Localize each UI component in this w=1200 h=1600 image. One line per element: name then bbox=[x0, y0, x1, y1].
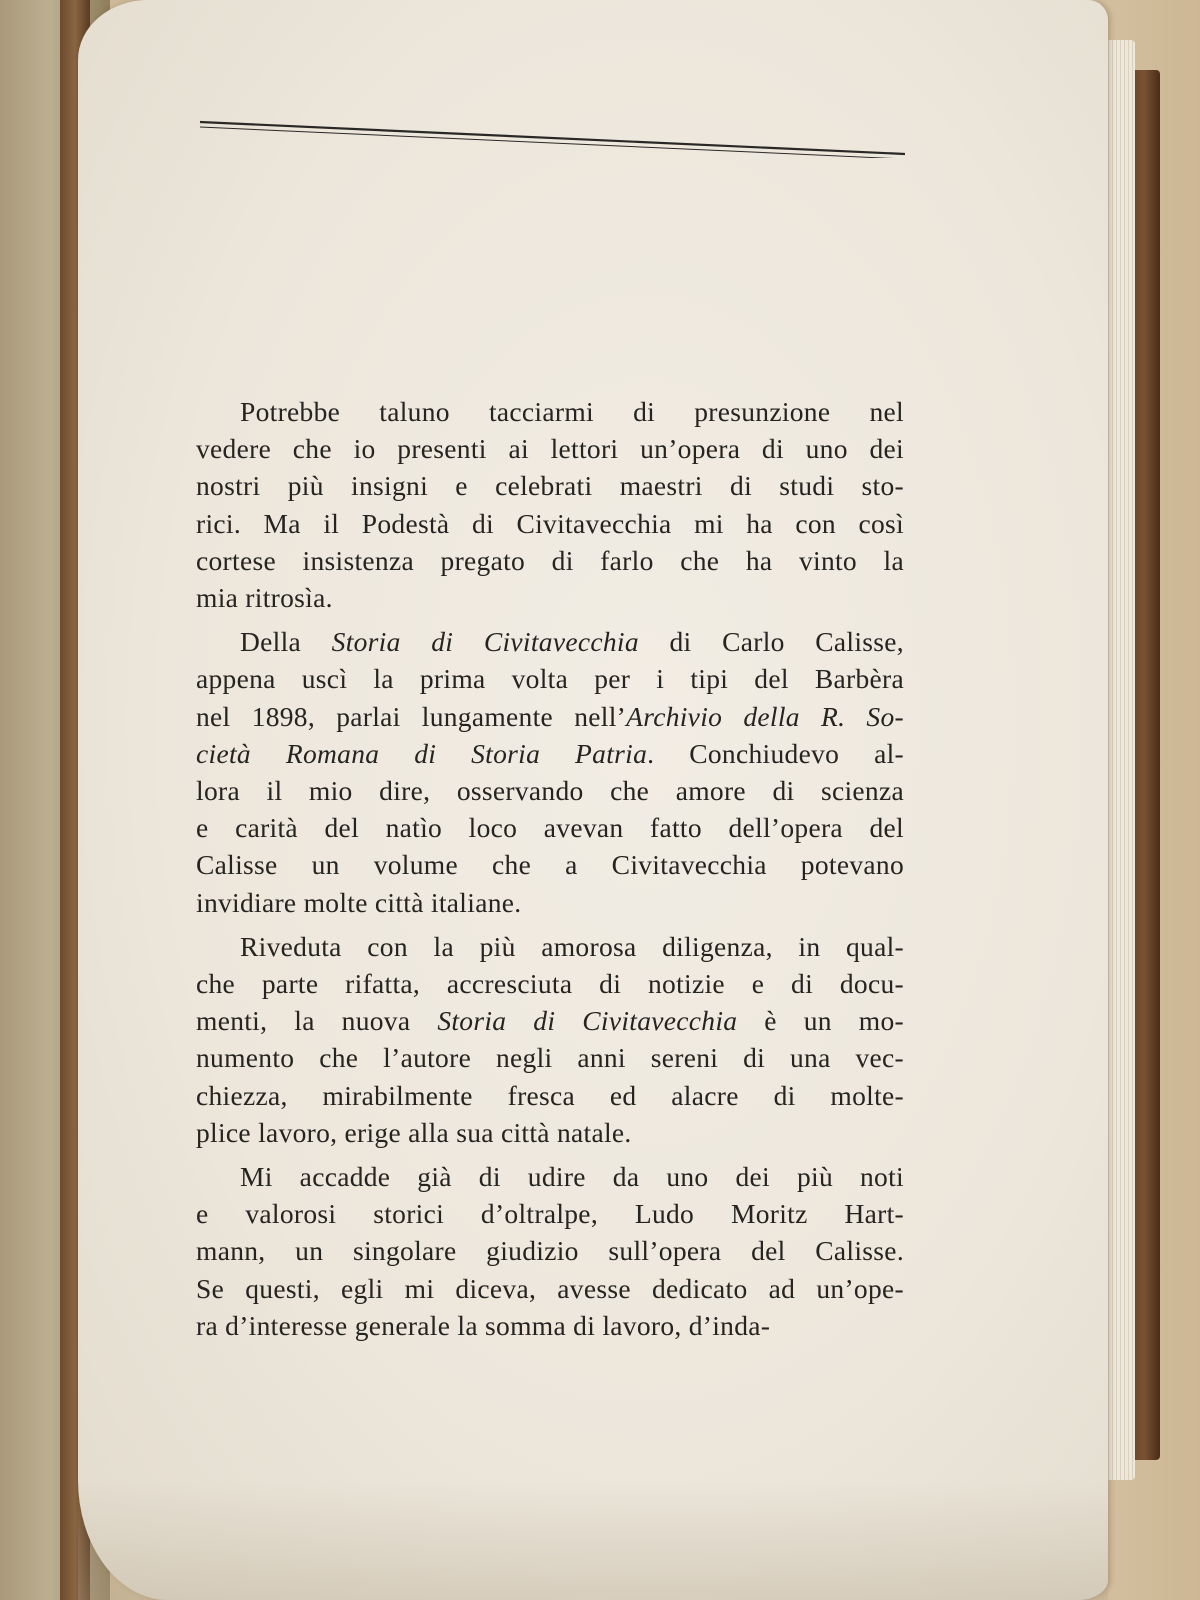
text-line bbox=[196, 1039, 904, 1076]
italic-title-run: cietà Romana di Storia Patria bbox=[196, 737, 648, 769]
text-run: Potrebbe taluno tacciarmi di presunzione nel bbox=[240, 396, 904, 427]
text-run: Calisse un volume che a Civitavecchia potevano bbox=[196, 849, 904, 881]
text-run: ra d’interesse generale la somma di lavoro, d’inda- bbox=[196, 1309, 771, 1341]
text-line bbox=[196, 1158, 904, 1195]
text-line bbox=[196, 772, 904, 809]
text-line bbox=[196, 884, 904, 921]
text-line bbox=[196, 928, 904, 965]
italic-title-run: Archivio della R. So- bbox=[626, 700, 904, 732]
text-run: nel 1898, parlai lungamente nell’ bbox=[196, 700, 627, 732]
text-line bbox=[196, 542, 904, 579]
text-line bbox=[196, 623, 904, 660]
text-line bbox=[196, 1307, 904, 1344]
paragraph bbox=[196, 623, 904, 921]
text-run: mia ritrosìa. bbox=[196, 582, 333, 614]
text-run: nostri più insigni e celebrati maestri di studi sto- bbox=[196, 470, 904, 502]
text-run: rici. Ma il Podestà di Civitavecchia mi ha con così bbox=[196, 507, 904, 539]
text-run: Mi accadde già di udire da uno dei più noti bbox=[240, 1161, 904, 1193]
text-line bbox=[196, 698, 904, 735]
text-run: e valorosi storici d’oltralpe, Ludo Moritz Hart- bbox=[196, 1198, 904, 1230]
text-run: mann, un singolare giudizio sull’opera del Calisse. bbox=[196, 1235, 904, 1267]
text-line bbox=[196, 467, 904, 504]
text-run: menti, la nuova bbox=[196, 1005, 438, 1037]
text-run: è un mo- bbox=[737, 1005, 904, 1037]
text-line bbox=[196, 1232, 904, 1269]
text-line bbox=[196, 965, 904, 1002]
text-run: invidiare molte città italiane. bbox=[196, 886, 522, 918]
text-run: lora il mio dire, osservando che amore di scienza bbox=[196, 775, 904, 807]
page-shadow bbox=[78, 1480, 1108, 1600]
italic-title-run: Storia di Civitavecchia bbox=[437, 1005, 738, 1037]
text-line bbox=[196, 1195, 904, 1232]
text-line bbox=[196, 809, 904, 846]
text-run: numento che l’autore negli anni sereni di una vec- bbox=[196, 1042, 904, 1074]
text-run: plice lavoro, erige alla sua città natale. bbox=[196, 1116, 632, 1148]
text-run: appena uscì la prima volta per i tipi del Barbèra bbox=[196, 663, 904, 695]
text-run: Riveduta con la più amorosa diligenza, in qual- bbox=[240, 930, 904, 962]
text-run: che parte rifatta, accresciuta di notizie e di docu- bbox=[196, 968, 904, 1000]
text-line bbox=[196, 1114, 904, 1151]
decorative-double-rule bbox=[200, 118, 905, 158]
paragraph bbox=[196, 928, 904, 1151]
text-line bbox=[196, 393, 904, 430]
text-line bbox=[196, 1077, 904, 1114]
text-run: Della bbox=[240, 626, 332, 658]
text-run: chiezza, mirabilmente fresca ed alacre di molte- bbox=[196, 1079, 904, 1111]
text-line bbox=[196, 660, 904, 697]
text-line bbox=[196, 1270, 904, 1307]
text-run: cortese insistenza pregato di farlo che ha vinto la bbox=[196, 544, 904, 576]
text-run: Se questi, egli mi diceva, avesse dedicato ad un’ope- bbox=[196, 1272, 904, 1304]
text-run: di Carlo Calisse, bbox=[638, 626, 904, 658]
text-line bbox=[196, 430, 904, 467]
text-run: vedere che io presenti ai lettori un’opera di uno dei bbox=[196, 433, 904, 465]
text-run: e carità del natìo loco avevan fatto dell’opera del bbox=[196, 812, 904, 844]
body-text bbox=[196, 393, 904, 1351]
text-line bbox=[196, 579, 904, 616]
text-line bbox=[196, 1002, 904, 1039]
text-line bbox=[196, 505, 904, 542]
text-line bbox=[196, 735, 904, 772]
paragraph bbox=[196, 1158, 904, 1344]
text-line bbox=[196, 846, 904, 883]
paragraph bbox=[196, 393, 904, 616]
text-run: . Conchiudevo al- bbox=[647, 737, 904, 769]
italic-title-run: Storia di Civitavecchia bbox=[331, 626, 639, 658]
